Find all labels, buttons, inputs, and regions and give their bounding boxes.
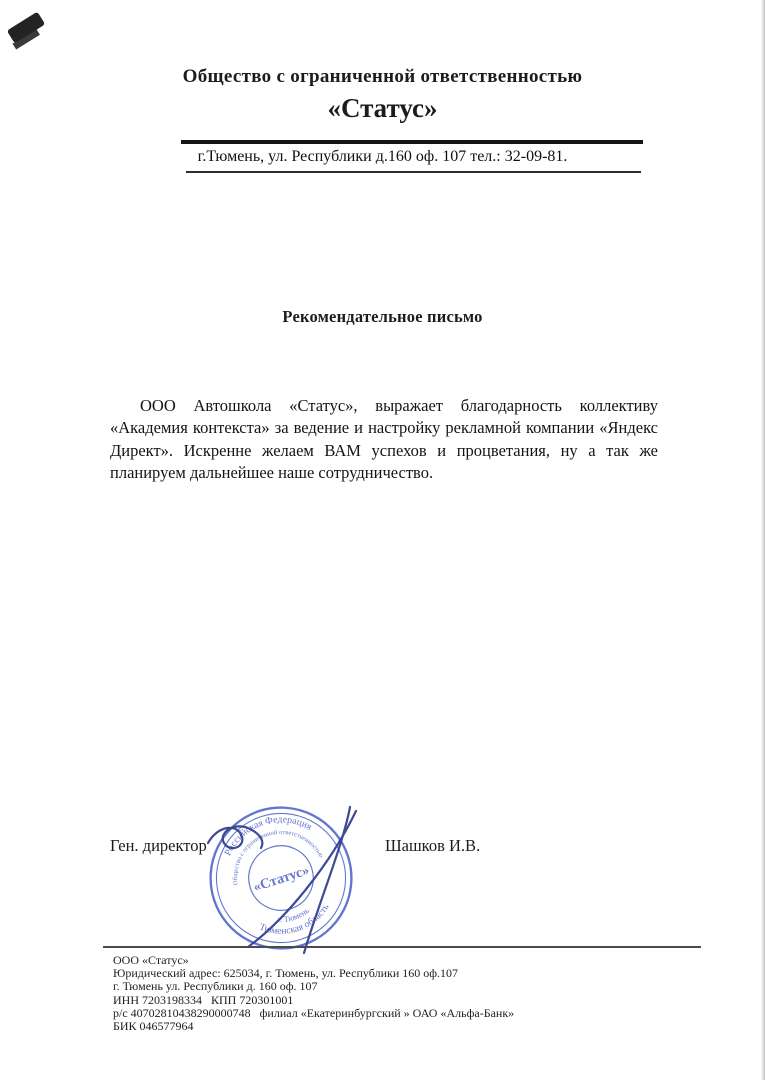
- scan-artifact-mark: [7, 12, 45, 44]
- footer-line-org: ООО «Статус»: [113, 953, 189, 967]
- stamp-text-city: г. Тюмень: [277, 905, 311, 925]
- footer-requisites: [113, 954, 713, 1033]
- letterhead-rule-thin: [186, 171, 641, 173]
- stamp-text-center: «Статус»: [251, 862, 312, 896]
- letterhead-org-type: Общество с ограниченной ответственностью: [182, 66, 583, 87]
- footer-divider: [103, 946, 701, 948]
- letterhead-rule-thick: [181, 140, 643, 144]
- footer-line-inn-kpp: ИНН 7203198334 КПП 720301001: [113, 992, 294, 1007]
- footer-line-address: г. Тюмень ул. Республики д. 160 оф. 107: [113, 979, 318, 994]
- footer-line-account: р/с 40702810438290000748 филиал «Екатеринбургский » ОАО «Альфа-Банк»: [113, 1005, 515, 1020]
- signature-long-stroke-1: [304, 807, 350, 953]
- letterhead-address: г.Тюмень, ул. Республики д.160 оф. 107 тел.: 32-09-81.: [197, 148, 568, 165]
- signature-long-stroke-2: [248, 811, 356, 947]
- signer-name: Шашков И.В.: [385, 836, 481, 855]
- stamp-text-country: Российская Федерация: [222, 814, 314, 858]
- footer-line-legal-address: Юридический адрес: 625034, г. Тюмень, ул. Республики 160 оф.107: [113, 966, 459, 981]
- stamp-text-region: Тюменская область: [257, 901, 332, 937]
- footer-line-bik: БИК 046577964: [113, 1019, 194, 1034]
- document-title: Рекомендательное письмо: [282, 307, 483, 326]
- signer-role: Ген. директор: [110, 836, 207, 855]
- letterhead-org-name: «Статус»: [327, 93, 438, 123]
- stamp-text-org-form: Общество с ограниченной ответственностью: [231, 828, 325, 886]
- handwritten-signature: [200, 795, 400, 960]
- letter-body-paragraph: ООО Автошкола «Статус», выражает благодарность коллективу «Академия контекста» за ведение и настройку рекламной компании «Яндекс Директ». Искренне желаем ВАМ успехов и процветания, ну а так же планируем дальнейшее наше сотрудничество.: [110, 395, 658, 482]
- signature-loops-stroke: [208, 826, 262, 848]
